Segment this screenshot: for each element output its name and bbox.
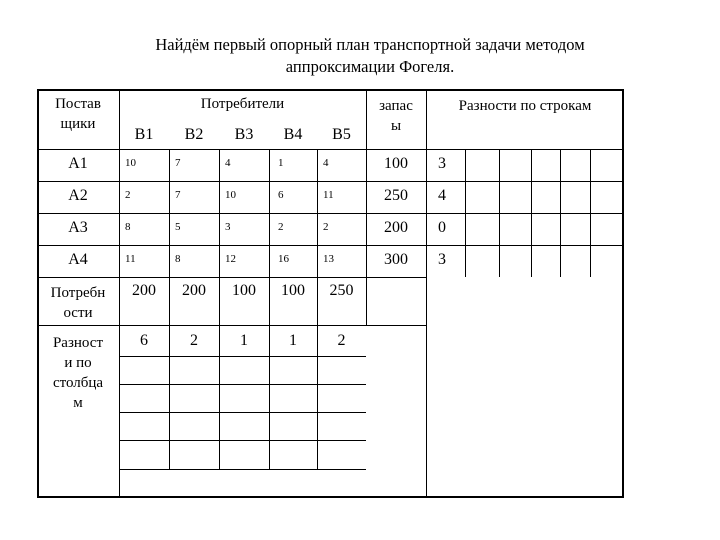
cost-a2-b4: 6 bbox=[278, 189, 284, 201]
cost-a1-b4: 1 bbox=[278, 157, 284, 169]
demand-b5: 250 bbox=[329, 282, 354, 299]
col-diff-b4: 1 bbox=[289, 332, 297, 349]
grid-line-h bbox=[119, 469, 366, 470]
demand-b2: 200 bbox=[182, 282, 206, 299]
consumer-b4: B4 bbox=[283, 126, 303, 143]
col-diff-label-line-1: Разност bbox=[52, 335, 104, 351]
cost-a4-b5: 13 bbox=[323, 253, 334, 265]
consumers-header: Потребители bbox=[200, 96, 285, 112]
grid-line-h bbox=[37, 213, 624, 214]
grid-line-v bbox=[317, 149, 318, 469]
supply-header bbox=[366, 96, 426, 136]
supplier-a1: A1 bbox=[68, 155, 88, 172]
cost-a3-b3: 3 bbox=[225, 221, 231, 233]
grid-line-v bbox=[499, 149, 500, 277]
demand-b4: 100 bbox=[281, 282, 305, 299]
demand-label-line-1: Потребн bbox=[50, 285, 106, 301]
grid-line-v bbox=[465, 149, 466, 277]
consumer-b5: B5 bbox=[332, 126, 351, 143]
supplier-a2: A2 bbox=[68, 187, 88, 204]
supplier-a3: A3 bbox=[68, 219, 88, 236]
supply-a2: 250 bbox=[384, 187, 408, 204]
grid-line-h bbox=[37, 325, 426, 326]
cost-a1-b3: 4 bbox=[225, 157, 231, 169]
cost-a1-b2: 7 bbox=[175, 157, 181, 169]
cost-a2-b1: 2 bbox=[125, 189, 131, 201]
corner-header-line-2: щики bbox=[60, 116, 96, 132]
col-diff-b2: 2 bbox=[190, 332, 198, 349]
supply-header-line-1: запас bbox=[379, 98, 413, 114]
grid-line-v bbox=[531, 149, 532, 277]
slide-title bbox=[70, 34, 670, 78]
supply-a1: 100 bbox=[384, 155, 408, 172]
grid-line-v bbox=[560, 149, 561, 277]
demand-label bbox=[37, 283, 119, 323]
row-diff-header: Разности по строкам bbox=[458, 98, 592, 114]
supply-a3: 200 bbox=[384, 219, 408, 236]
supply-header-line-2: ы bbox=[390, 118, 402, 134]
col-diff-label-line-3: столбца bbox=[52, 375, 104, 391]
consumer-b3: B3 bbox=[234, 126, 254, 143]
row-diff-a4: 3 bbox=[438, 251, 446, 268]
supply-a4: 300 bbox=[384, 251, 408, 268]
cost-a2-b2: 7 bbox=[175, 189, 181, 201]
title-line-2: аппроксимации Фогеля. bbox=[285, 57, 455, 76]
grid-line-h bbox=[119, 440, 366, 441]
col-diff-b1: 6 bbox=[140, 332, 148, 349]
cost-a1-b5: 4 bbox=[323, 157, 329, 169]
row-diff-a3: 0 bbox=[438, 219, 446, 236]
grid-line-v bbox=[590, 149, 591, 277]
cost-a3-b2: 5 bbox=[175, 221, 181, 233]
grid-line-v bbox=[426, 89, 427, 498]
grid-line-h bbox=[119, 384, 366, 385]
grid-line-v bbox=[269, 149, 270, 469]
consumer-b1: B1 bbox=[134, 126, 154, 143]
cost-a3-b1: 8 bbox=[125, 221, 131, 233]
grid-line-v bbox=[219, 149, 220, 469]
row-diff-a2: 4 bbox=[438, 187, 446, 204]
grid-line-h bbox=[37, 181, 624, 182]
grid-line-h bbox=[37, 245, 624, 246]
col-diff-b5: 2 bbox=[337, 332, 346, 349]
col-diff-b3: 1 bbox=[240, 332, 248, 349]
grid-line-h bbox=[119, 356, 366, 357]
cost-a4-b4: 16 bbox=[278, 253, 289, 265]
corner-header bbox=[37, 94, 119, 134]
title-line-1: Найдём первый опорный план транспортной задачи методом bbox=[155, 35, 585, 54]
col-diff-label-line-4: м bbox=[73, 395, 83, 411]
cost-a3-b4: 2 bbox=[278, 221, 284, 233]
cost-a4-b2: 8 bbox=[175, 253, 181, 265]
cost-a3-b5: 2 bbox=[323, 221, 329, 233]
cost-a1-b1: 10 bbox=[125, 157, 136, 169]
col-diff-label-line-2: и по bbox=[64, 355, 92, 371]
cost-a4-b1: 11 bbox=[125, 253, 136, 265]
cost-a2-b5: 11 bbox=[323, 189, 334, 201]
grid-line-h bbox=[119, 412, 366, 413]
demand-b1: 200 bbox=[132, 282, 156, 299]
consumer-b2: B2 bbox=[184, 126, 204, 143]
cost-a2-b3: 10 bbox=[225, 189, 236, 201]
demand-b3: 100 bbox=[232, 282, 256, 299]
row-diff-a1: 3 bbox=[438, 155, 446, 172]
supplier-a4: A4 bbox=[68, 251, 88, 268]
demand-label-line-2: ости bbox=[63, 305, 93, 321]
col-diff-label bbox=[37, 333, 119, 413]
grid-line-h bbox=[37, 149, 624, 150]
grid-line-v bbox=[169, 149, 170, 469]
cost-a4-b3: 12 bbox=[225, 253, 236, 265]
corner-header-line-1: Постав bbox=[55, 96, 101, 112]
grid-line-h bbox=[37, 277, 426, 278]
